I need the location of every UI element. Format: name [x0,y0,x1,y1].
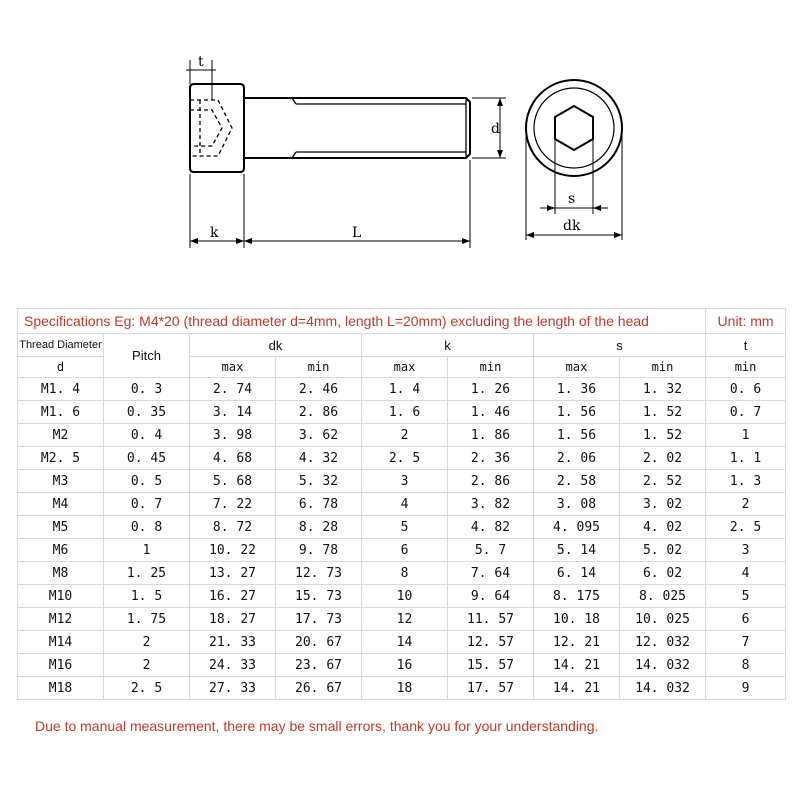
cell-pitch: 0. 7 [104,493,190,516]
cell-k-min: 15. 57 [448,654,534,677]
cell-thread-size: M8 [18,562,104,585]
cell-pitch: 2 [104,631,190,654]
header-s-max: max [534,357,620,378]
header-pitch: Pitch [104,334,190,378]
cell-t-min: 0. 6 [706,378,786,401]
cell-dk-min: 17. 73 [276,608,362,631]
cell-s-min: 8. 025 [620,585,706,608]
cell-pitch: 0. 35 [104,401,190,424]
header-k-max: max [362,357,448,378]
cell-pitch: 1. 25 [104,562,190,585]
cell-thread-size: M10 [18,585,104,608]
spec-banner: Specifications Eg: M4*20 (thread diameter d=4mm, length L=20mm) excluding the length of the head [18,309,706,334]
cell-s-min: 1. 52 [620,424,706,447]
cell-k-max: 14 [362,631,448,654]
cell-dk-min: 5. 32 [276,470,362,493]
cell-t-min: 1 [706,424,786,447]
cell-k-min: 5. 7 [448,539,534,562]
cell-thread-size: M3 [18,470,104,493]
cell-k-max: 2 [362,424,448,447]
header-thread-diameter: Thread Diameter [18,334,104,357]
cell-s-max: 1. 56 [534,401,620,424]
cell-t-min: 0. 7 [706,401,786,424]
cell-dk-min: 23. 67 [276,654,362,677]
cell-s-min: 2. 52 [620,470,706,493]
disclaimer-note: Due to manual measurement, there may be small errors, thank you for your understanding. [35,718,599,734]
cell-s-min: 5. 02 [620,539,706,562]
cell-s-max: 14. 21 [534,677,620,700]
cell-k-max: 1. 6 [362,401,448,424]
cell-dk-min: 8. 28 [276,516,362,539]
cell-pitch: 0. 3 [104,378,190,401]
table-row [18,585,786,608]
label-L: L [352,225,362,241]
table-row [18,378,786,401]
cell-pitch: 1 [104,539,190,562]
cell-k-max: 18 [362,677,448,700]
label-s: s [568,191,576,207]
table-row [18,470,786,493]
dimension-lines [186,60,506,248]
table-row [18,608,786,631]
cell-thread-size: M2. 5 [18,447,104,470]
screw-end-view [526,80,622,240]
cell-k-max: 16 [362,654,448,677]
cell-s-max: 12. 21 [534,631,620,654]
cell-s-min: 12. 032 [620,631,706,654]
cell-k-max: 12 [362,608,448,631]
cell-s-max: 5. 14 [534,539,620,562]
cell-s-min: 14. 032 [620,677,706,700]
cell-thread-size: M1. 6 [18,401,104,424]
unit-label: Unit: mm [706,309,786,334]
cell-dk-min: 2. 86 [276,401,362,424]
header-t: t [706,334,786,357]
cell-dk-min: 26. 67 [276,677,362,700]
spec-table-container [17,308,785,700]
table-row [18,447,786,470]
cell-s-min: 3. 02 [620,493,706,516]
table-row [18,516,786,539]
cell-t-min: 6 [706,608,786,631]
cell-k-min: 9. 64 [448,585,534,608]
cell-dk-max: 4. 68 [190,447,276,470]
cell-thread-size: M18 [18,677,104,700]
screw-side-view [190,84,470,172]
cell-t-min: 3 [706,539,786,562]
cell-s-min: 14. 032 [620,654,706,677]
header-row [18,334,786,357]
cell-dk-max: 24. 33 [190,654,276,677]
header-dk-max: max [190,357,276,378]
cell-k-max: 10 [362,585,448,608]
header-k: k [362,334,534,357]
header-t-min: min [706,357,786,378]
cell-pitch: 0. 8 [104,516,190,539]
table-row [18,562,786,585]
cell-k-min: 2. 86 [448,470,534,493]
table-row [18,654,786,677]
cell-k-max: 6 [362,539,448,562]
table-row [18,401,786,424]
table-row [18,493,786,516]
table-row [18,631,786,654]
cell-t-min: 2 [706,493,786,516]
cell-k-min: 3. 82 [448,493,534,516]
cell-s-min: 1. 32 [620,378,706,401]
cell-dk-max: 3. 14 [190,401,276,424]
cell-s-min: 4. 02 [620,516,706,539]
header-s-min: min [620,357,706,378]
cell-pitch: 1. 5 [104,585,190,608]
screw-drawing [0,0,800,300]
cell-s-min: 10. 025 [620,608,706,631]
header-k-min: min [448,357,534,378]
cell-dk-max: 13. 27 [190,562,276,585]
cell-k-min: 12. 57 [448,631,534,654]
cell-k-min: 17. 57 [448,677,534,700]
cell-thread-size: M12 [18,608,104,631]
cell-k-max: 8 [362,562,448,585]
cell-k-min: 1. 26 [448,378,534,401]
cell-s-max: 14. 21 [534,654,620,677]
cell-k-min: 11. 57 [448,608,534,631]
cell-s-max: 10. 18 [534,608,620,631]
cell-dk-max: 16. 27 [190,585,276,608]
cell-pitch: 0. 5 [104,470,190,493]
cell-dk-max: 8. 72 [190,516,276,539]
cell-s-max: 3. 08 [534,493,620,516]
cell-dk-max: 27. 33 [190,677,276,700]
cell-s-min: 6. 02 [620,562,706,585]
cell-t-min: 2. 5 [706,516,786,539]
cell-dk-max: 18. 27 [190,608,276,631]
cell-k-min: 2. 36 [448,447,534,470]
cell-t-min: 1. 1 [706,447,786,470]
table-row [18,677,786,700]
cell-k-min: 4. 82 [448,516,534,539]
cell-thread-size: M2 [18,424,104,447]
header-dk-min: min [276,357,362,378]
cell-dk-min: 3. 62 [276,424,362,447]
header-dk: dk [190,334,362,357]
cell-dk-max: 5. 68 [190,470,276,493]
cell-s-max: 1. 56 [534,424,620,447]
header-s: s [534,334,706,357]
cell-k-min: 1. 86 [448,424,534,447]
banner-row [18,309,786,334]
cell-t-min: 4 [706,562,786,585]
cell-dk-min: 12. 73 [276,562,362,585]
cell-dk-max: 21. 33 [190,631,276,654]
cell-t-min: 8 [706,654,786,677]
cell-dk-min: 15. 73 [276,585,362,608]
cell-thread-size: M1. 4 [18,378,104,401]
label-d: d [491,121,500,137]
cell-thread-size: M16 [18,654,104,677]
label-k: k [210,225,219,241]
table-row [18,539,786,562]
cell-s-max: 8. 175 [534,585,620,608]
cell-thread-size: M5 [18,516,104,539]
cell-dk-max: 10. 22 [190,539,276,562]
cell-k-min: 7. 64 [448,562,534,585]
cell-s-max: 2. 06 [534,447,620,470]
label-dk: dk [563,218,581,234]
table-row [18,424,786,447]
cell-t-min: 9 [706,677,786,700]
cell-s-min: 1. 52 [620,401,706,424]
cell-dk-max: 2. 74 [190,378,276,401]
cell-pitch: 2 [104,654,190,677]
cell-dk-min: 6. 78 [276,493,362,516]
cell-thread-size: M4 [18,493,104,516]
cell-s-max: 1. 36 [534,378,620,401]
cell-k-min: 1. 46 [448,401,534,424]
cell-k-max: 4 [362,493,448,516]
cell-k-max: 1. 4 [362,378,448,401]
cell-pitch: 0. 45 [104,447,190,470]
cell-dk-max: 7. 22 [190,493,276,516]
cell-s-max: 2. 58 [534,470,620,493]
header-d: d [18,357,104,378]
cell-pitch: 1. 75 [104,608,190,631]
cell-pitch: 2. 5 [104,677,190,700]
cell-dk-min: 9. 78 [276,539,362,562]
cell-dk-min: 20. 67 [276,631,362,654]
label-t: t [198,54,204,70]
cell-dk-min: 2. 46 [276,378,362,401]
cell-dk-min: 4. 32 [276,447,362,470]
spec-table [17,308,786,700]
cell-s-min: 2. 02 [620,447,706,470]
cell-s-max: 6. 14 [534,562,620,585]
cell-k-max: 5 [362,516,448,539]
cell-t-min: 1. 3 [706,470,786,493]
cell-thread-size: M6 [18,539,104,562]
cell-k-max: 2. 5 [362,447,448,470]
cell-dk-max: 3. 98 [190,424,276,447]
cell-t-min: 5 [706,585,786,608]
cell-s-max: 4. 095 [534,516,620,539]
cell-t-min: 7 [706,631,786,654]
cell-thread-size: M14 [18,631,104,654]
cell-pitch: 0. 4 [104,424,190,447]
cell-k-max: 3 [362,470,448,493]
